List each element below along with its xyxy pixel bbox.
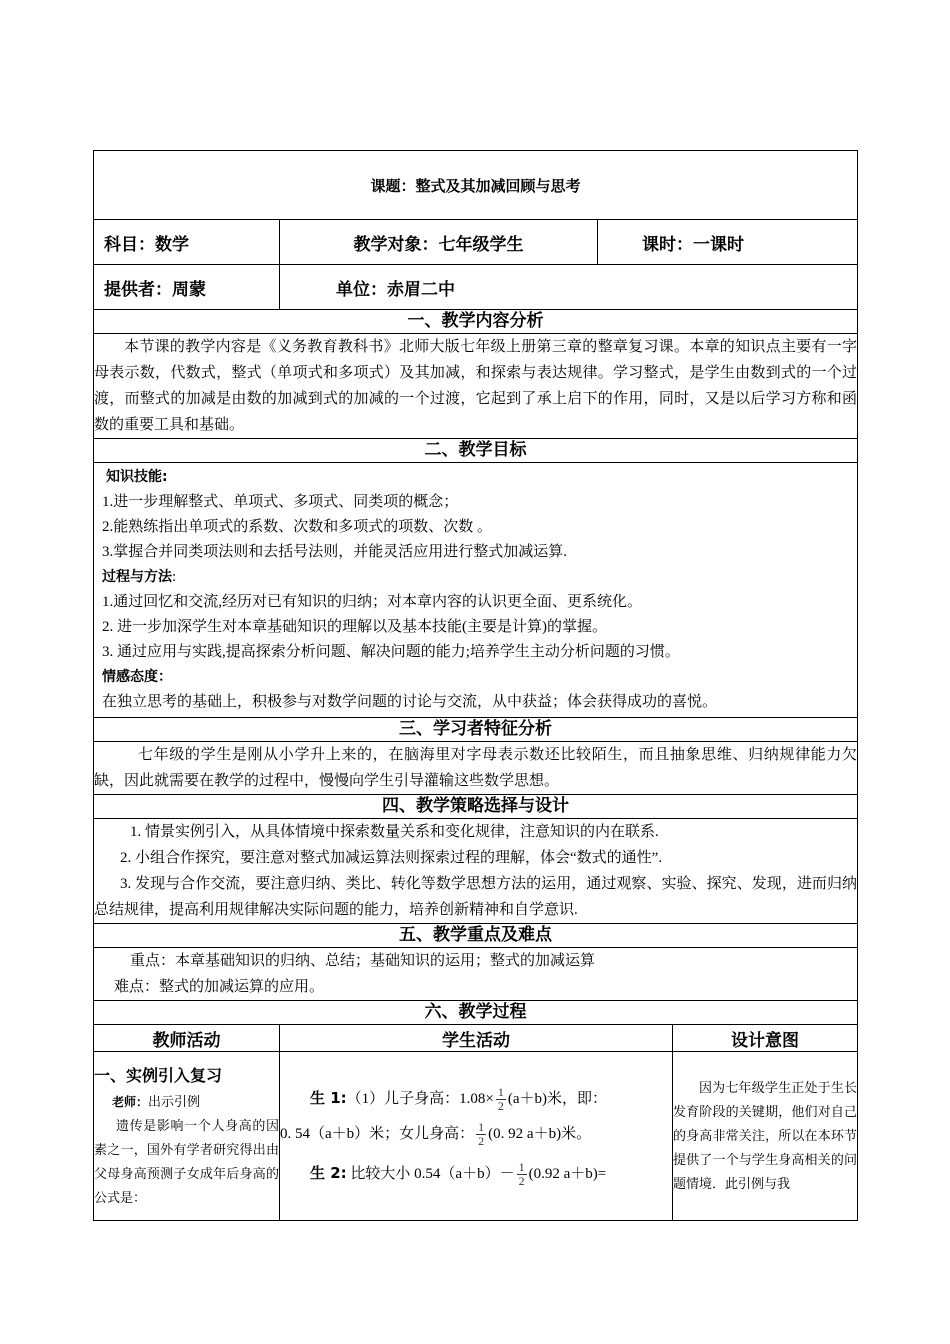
student-1-part-a: （1）儿子身高：1.08× <box>346 1090 494 1107</box>
design-column-header: 设计意图 <box>673 1025 858 1052</box>
teacher-column-header: 教师活动 <box>94 1025 280 1052</box>
student-1-label: 生 1: <box>310 1088 347 1107</box>
student-column-header: 学生活动 <box>280 1025 673 1052</box>
teacher-activity-text: 遗传是影响一个人身高的因素之一，国外有学者研究得出由父母身高预测子女成年后身高的公式是： <box>94 1118 279 1205</box>
section-3-title: 三、学习者特征分析 <box>94 718 858 742</box>
hours-cell: 课时：一课时 <box>598 220 858 265</box>
content-analysis-text: 本节课的教学内容是《义务教育教科书》北师大版七年级上册第三章的整章复习课。本章的知识点主要有一字母表示数，代数式，整式（单项式和多项式）及其加减，和探索与表达规律。学习整式，是学生由数到式的一个过渡，而整式的加减是由数的加减到式的加减的一个过渡，它起到了承上启下的作用，同时，又是以后学习方称和函数的重要工具和基础。 <box>94 339 858 433</box>
provider-cell: 提供者：周蒙 <box>94 265 280 310</box>
lesson-plan-table <box>93 150 858 1221</box>
section-6-title: 六、教学过程 <box>94 1001 858 1025</box>
attitude-item-1: 在独立思考的基础上，积极参与对数学问题的讨论与交流，从中获益；体会获得成功的喜悦。 <box>102 694 718 710</box>
teacher-activity-heading: 一、实例引入复习 <box>94 1066 223 1085</box>
process-method-colon: : <box>172 569 177 585</box>
design-intent-cell <box>673 1052 858 1221</box>
key-point-text: 重点：本章基础知识的归纳、总结；基础知识的运用；整式的加减运算 <box>130 953 596 969</box>
info-row-1 <box>94 220 858 265</box>
student-1-part-d: (0. 92 a＋b)米。 <box>488 1125 592 1142</box>
design-intent-text: 因为七年级学生正处于生长发育阶段的关键期，他们对自己的身高非常关注，所以在本环节提供了一个与学生身高相关的问题情境．此引例与我 <box>673 1080 858 1191</box>
section-4-title: 四、教学策略选择与设计 <box>94 795 858 819</box>
subject-cell: 科目：数学 <box>94 220 280 265</box>
section-2-body <box>94 463 858 718</box>
difficulty-text: 难点：整式的加减运算的应用。 <box>114 979 325 995</box>
student-2-label: 生 2: <box>310 1163 347 1182</box>
section-3-body <box>94 742 858 795</box>
process-item-2: 2. 进一步加深学生对本章基础知识的理解以及基本技能(主要是计算)的掌握。 <box>102 619 607 635</box>
student-2-part-b: (0.92 a＋b)= <box>528 1165 607 1182</box>
learner-analysis-text: 七年级的学生是刚从小学升上来的，在脑海里对字母表示数还比较陌生，而且抽象思维、归纳规律能力欠缺，因此就需要在教学的过程中，慢慢向学生引导灌输这些数学思想。 <box>94 747 858 789</box>
process-method-label: 过程与方法 <box>102 569 172 585</box>
lesson-title: 课题：整式及其加减回顾与思考 <box>94 151 858 220</box>
knowledge-item-3: 3.掌握合并同类项法则和去括号法则，并能灵活应用进行整式加减运算. <box>102 544 568 560</box>
knowledge-skills-label: 知识技能: <box>106 469 168 485</box>
process-header-row <box>94 1025 858 1052</box>
process-item-1: 1.通过回忆和交流,经历对已有知识的归纳；对本章内容的认识更全面、更系统化。 <box>102 594 643 610</box>
section-5-title: 五、教学重点及难点 <box>94 924 858 948</box>
student-2-part-a: 比较大小 0.54（a＋b）－ <box>350 1165 515 1182</box>
process-item-3: 3. 通过应用与实践,提高探索分析问题、解决问题的能力;培养学生主动分析问题的习惯。 <box>102 644 680 660</box>
student-1-part-b: (a＋b)米，即： <box>507 1090 608 1107</box>
section-5-body <box>94 948 858 1001</box>
unit-cell: 单位：赤眉二中 <box>280 265 858 310</box>
section-2-title: 二、教学目标 <box>94 439 858 463</box>
teacher-action: 出示引例 <box>148 1094 201 1109</box>
strategy-item-1: 1. 情景实例引入，从具体情境中探索数量关系和变化规律，注意知识的内在联系. <box>130 824 659 840</box>
section-1-title: 一、教学内容分析 <box>94 310 858 334</box>
student-1-part-c: 0. 54（a＋b）米；女儿身高： <box>280 1125 475 1142</box>
strategy-item-2: 2. 小组合作探究，要注意对整式加减运算法则探索过程的理解，体会“数式的通性”. <box>120 850 663 866</box>
title-row <box>94 151 858 220</box>
half-fraction: $\frac{1}{2}$ <box>518 1159 525 1188</box>
process-row-1 <box>94 1052 858 1221</box>
lesson-plan-document <box>93 150 857 1221</box>
knowledge-item-2: 2.能熟练指出单项式的系数、次数和多项式的项数、次数 。 <box>102 519 493 535</box>
strategy-item-3: 3. 发现与合作交流，要注意归纳、类比、转化等数学思想方法的运用，通过观察、实验、探究、发现，进而归纳总结规律，提高利用规律解决实际问题的能力，培养创新精神和自学意识. <box>94 876 858 918</box>
half-fraction: $\frac{1}{2}$ <box>478 1119 485 1148</box>
section-1-body <box>94 334 858 439</box>
section-4-body <box>94 819 858 924</box>
attitude-label: 情感态度： <box>102 669 172 685</box>
teacher-label: 老师： <box>112 1095 149 1109</box>
student-activity-cell <box>280 1052 673 1221</box>
audience-cell: 教学对象：七年级学生 <box>280 220 598 265</box>
half-fraction: $\frac{1}{2}$ <box>497 1084 504 1113</box>
knowledge-item-1: 1.进一步理解整式、单项式、多项式、同类项的概念； <box>102 494 459 510</box>
teacher-activity-cell <box>94 1052 280 1221</box>
info-row-2 <box>94 265 858 310</box>
